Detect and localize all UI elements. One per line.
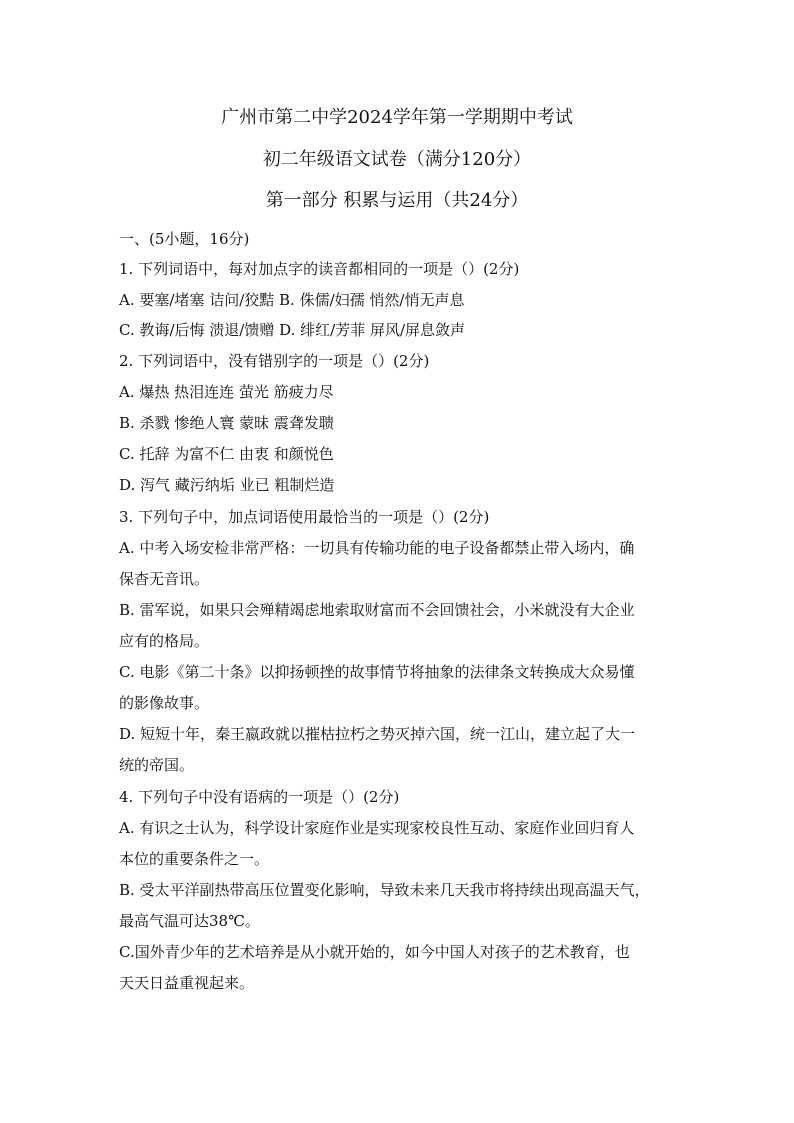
option-line: C. 教诲/后悔 溃退/馈赠 D. 绯红/芳菲 屏风/屏息敛声 [119,321,466,339]
option-line: 天天日益重视起来。 [119,974,255,992]
option-line: A. 要塞/堵塞 诘问/狡黠 B. 侏儒/妇孺 悄然/悄无声息 [119,291,465,309]
option-line: 应有的格局。 [119,632,210,650]
option-line: 最高气温可达38℃。 [119,912,260,930]
option-line: 保杳无音讯。 [119,570,210,588]
option-line: C. 电影《第二十条》以抑扬顿挫的故事情节将抽象的法律条文转换成大众易懂 [119,663,635,681]
option-line: A. 有识之士认为，科学设计家庭作业是实现家校良性互动、家庭作业回归育人 [119,819,635,837]
option-line: D. 泻气 藏污纳垢 业已 粗制烂造 [119,476,335,494]
option-line: B. 杀戮 惨绝人寰 蒙昧 震聋发聩 [119,414,334,432]
option-line: B. 雷军说，如果只会殚精竭虑地索取财富而不会回馈社会，小米就没有大企业 [119,601,635,619]
part-title: 第一部分 积累与运用（共24分） [265,190,529,211]
option-line: 的影像故事。 [119,694,210,712]
option-line: C. 托辞 为富不仁 由衷 和颜悦色 [119,445,334,463]
paper-title: 初二年级语文试卷（满分120分） [262,149,532,170]
school-exam-title: 广州市第二中学2024学年第一学期期中考试 [221,107,573,128]
question-stem: 3. 下列句子中，加点词语使用最恰当的一项是（）(2分) [119,508,490,526]
question-stem: 4. 下列句子中没有语病的一项是（）(2分) [119,788,400,806]
section-heading: 一、(5小题，16分) [119,230,250,248]
option-line: B. 受太平洋副热带高压位置变化影响，导致未来几天我市将持续出现高温天气， [119,881,650,899]
option-line: A. 中考入场安检非常严格：一切具有传输功能的电子设备都禁止带入场内，确 [119,539,635,557]
option-line: C.国外青少年的艺术培养是从小就开始的，如今中国人对孩子的艺术教育，也 [119,943,630,961]
question-stem: 1. 下列词语中，每对加点字的读音都相同的一项是（）(2分) [119,260,520,278]
option-line: D. 短短十年，秦王嬴政就以摧枯拉朽之势灭掉六国，统一江山，建立起了大一 [119,725,636,743]
question-stem: 2. 下列词语中，没有错别字的一项是（）(2分) [119,352,430,370]
option-line: 本位的重要条件之一。 [119,850,270,868]
option-line: A. 爆热 热泪连连 萤光 筋疲力尽 [119,383,334,401]
option-line: 统的帝国。 [119,756,195,774]
